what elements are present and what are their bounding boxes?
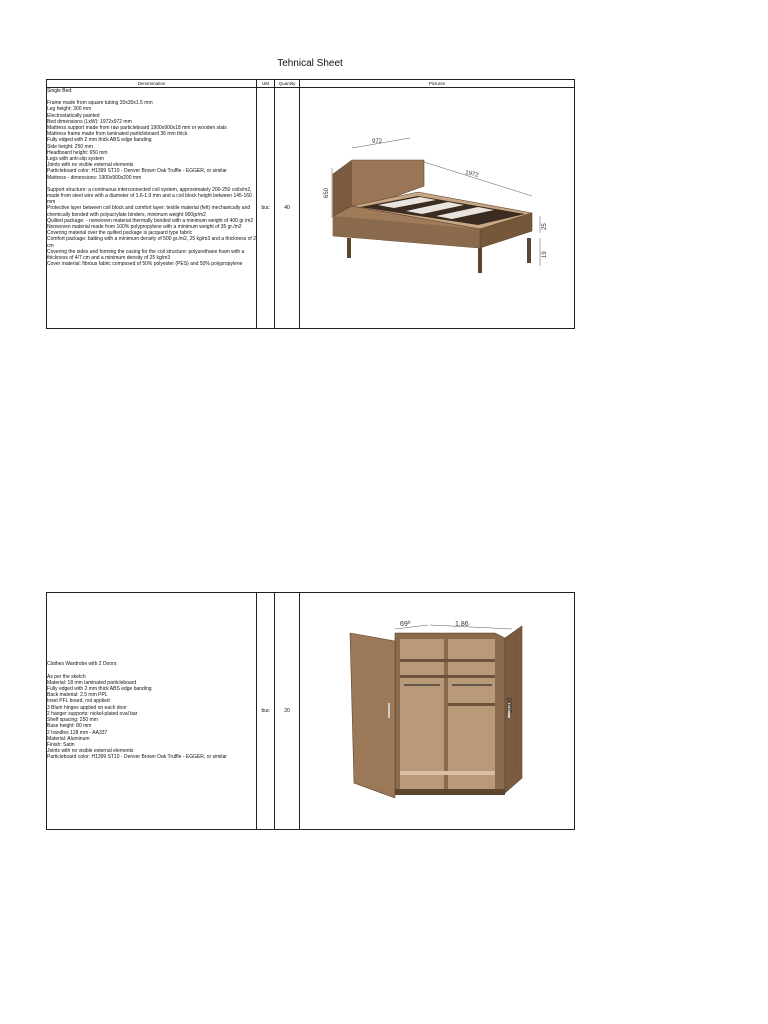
spec-line: Headboard height: 650 mm (47, 149, 108, 156)
bed-leg (527, 238, 531, 263)
dim-height: 2000 (507, 697, 514, 713)
spec-line: 2 handles 128 mm - AA337 (47, 729, 108, 736)
wardrobe-shelf (400, 659, 495, 662)
header-pictures: Pictures (300, 80, 575, 88)
bed-um: buc (257, 88, 275, 329)
spec-line: Material: Aluminum (47, 735, 90, 742)
spec-line: Electrostatically painted (47, 112, 100, 119)
wardrobe-bottom (400, 771, 495, 775)
dim-height: 650 (324, 187, 330, 198)
spec-line: Frame made from square tubing 30x30x1.5 mm (47, 100, 153, 107)
spec-line: Leg height: 300 mm (47, 106, 92, 113)
spec-line: Bed dimensions (LxW): 1972x972 mm (47, 118, 132, 125)
spec-line: Covering the sides and forming the casing for the coil structure: polyurethane foam with a thickness of 4/7 cm and a minimum density of 25 kg/m3 (47, 248, 246, 262)
bed-leg (347, 238, 351, 258)
spec-line: Joints with no visible external elements (47, 748, 134, 755)
spec-line: Shelf spacing: 250 mm (47, 717, 98, 724)
wardrobe-shelf (400, 675, 495, 678)
spec-line: Mattress - dimensions: 1900x900x200 mm (47, 174, 142, 181)
door-handle (388, 703, 390, 718)
spec-line: Mattress frame made from laminated particleboard 36 mm thick (47, 131, 188, 138)
spec-line: 3 Blum hinges applied on each door (47, 704, 127, 711)
bed-picture (300, 88, 575, 329)
spec-line: Mattress support made from raw particleboard 1900x900x18 mm or wooden slats (47, 125, 227, 132)
dim-leg: 19 (542, 251, 548, 258)
spec-line: Protective layer between coil block and comfort layer: textile material (felt) mechanically and chemically bonded with polyacrylate binders, minimum weight 900gr/m2 (47, 205, 252, 218)
spec-line: 2 hanger supports: nickel-plated oval bar (47, 710, 138, 717)
spec-line: Support structure: a continuous interconnected coil system, approximately 200-250 coils/m2, made from steel wire with a diameter of 1.6-1.9 mm and a coil block height between 145-160 mm (47, 186, 254, 206)
dim-depth: 69º (400, 621, 411, 628)
dim-side: 25 (542, 223, 548, 230)
spec-line: As per the sketch (47, 673, 86, 680)
bed-quantity: 40 (275, 88, 300, 329)
spec-line: Fully edged with 2 mm thick ABS edge banding (47, 137, 152, 144)
wardrobe-quantity: 20 (275, 593, 300, 830)
wardrobe-description (47, 593, 257, 830)
header-denomination: Denomination (47, 80, 257, 88)
dim-width: 1.86 (455, 621, 469, 628)
wardrobe-picture (300, 593, 575, 830)
spec-line: Clothes Wardrobe with 2 Doors: (47, 661, 118, 668)
header-quantity: Quantity (275, 80, 300, 88)
dim-length: 1972 (464, 170, 479, 179)
spec-line: Covering material over the quilted package is jacquard type fabric (47, 230, 193, 237)
spec-line: Material: 18 mm laminated particleboard (47, 679, 137, 686)
spec-line: Single Bed: (47, 88, 73, 94)
spec-line: Legs with anti-slip system (47, 156, 104, 163)
spec-line: Finish: Satin (47, 741, 75, 748)
technical-sheet-table-bed (46, 79, 575, 329)
spec-line: Nonwoven material made from 100% polypropylene with a minimum weight of 35 gr./m2 (47, 224, 242, 231)
spec-line: Joints with no visible external elements (47, 162, 134, 169)
spec-line: Quilted package: - nonwoven material thermally bonded with a minimum weight of 400 gr./m2 (47, 217, 254, 224)
spec-line: Base height: 80 mm (47, 723, 92, 730)
table-header-row (47, 80, 575, 88)
table-row-wardrobe (47, 593, 575, 830)
header-um: UM (257, 80, 275, 88)
spec-line: Particleboard color: H1399 ST10 - Denver Brown Oak Truffle - EGGER, or similar (47, 168, 227, 175)
spec-line: Inset PFL board, not applied (47, 698, 110, 705)
wardrobe-base (395, 789, 505, 795)
spec-line: Comfort package: batting with a minimum density of 500 gr./m2, 25 kg/m3 and a thickness of 2 cm (47, 236, 258, 249)
bed-drawing (300, 88, 573, 323)
spec-line: Back material: 2.5 mm PPL (47, 692, 108, 699)
spec-line: Particleboard color: H1399 ST10 - Denver Brown Oak Truffle - EGGER, or similar (47, 754, 227, 761)
page-title: Tehnical Sheet (277, 58, 343, 69)
dim-width: 972 (372, 139, 383, 145)
spec-line: Fully edged with 2 mm thick ABS edge banding (47, 686, 152, 693)
spec-line: Cover material: fibrous fabric composed of 50% polyester (PES) and 50% polypropylene (47, 261, 243, 268)
spec-line: Side height: 250 mm (47, 143, 93, 150)
wardrobe-drawing (300, 593, 573, 824)
wardrobe-shelf (448, 703, 495, 706)
table-row-bed (47, 88, 575, 329)
bed-description (47, 88, 257, 329)
technical-sheet-table-wardrobe (46, 592, 575, 830)
wardrobe-um: buc (257, 593, 275, 830)
